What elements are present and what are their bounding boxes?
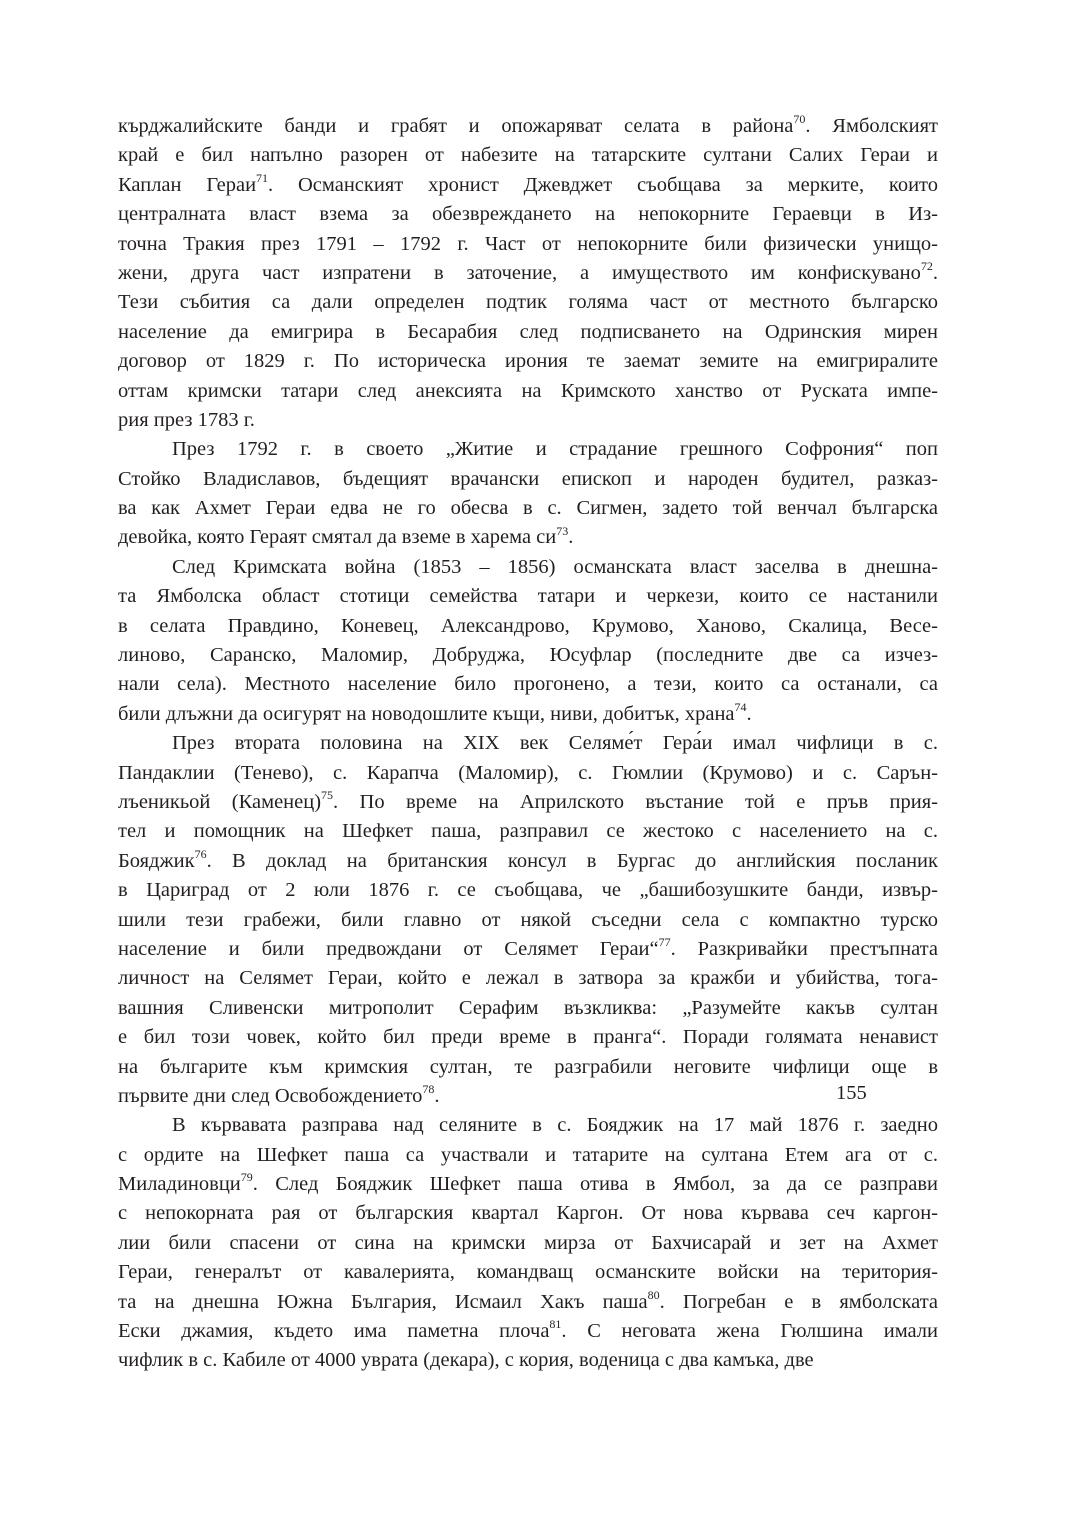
text-run: След Кримската война (1853 – 1856) османската власт заселва в днешна- [172,555,938,578]
text-run: та Ямболска област стотици семейства татари и черкези, които се настанили [118,585,938,608]
text-line [118,259,938,288]
text-run: ва как Ахмет Гераи едва не го обесва в с. Сигмен, задето той венчал българска [118,497,938,520]
text-line [118,935,938,964]
text-run: . [434,1084,440,1107]
text-run: лъеникьой (Каменец) [118,790,322,813]
text-line [118,1317,938,1346]
text-run: е бил този човек, който бил преди време в пранга“. Поради голямата ненавист [118,1026,938,1049]
text-line [118,1053,938,1082]
text-line [118,759,938,788]
text-line [118,1199,938,1228]
text-run: жени, друга част изпратени в заточение, а имуществото им конфискувано [118,261,921,284]
paragraph [118,112,938,435]
text-line [118,582,938,611]
text-run: . Османският хронист Джевджет съобщава за мерките, които [268,173,938,196]
footnote-ref: 77 [658,935,671,950]
text-run: Миладиновци [118,1173,241,1196]
text-run: с непокорната рая от българския квартал Каргон. От нова кървава сеч каргон- [118,1202,938,1225]
text-line [118,876,938,905]
text-line [118,465,938,494]
text-run: През 1792 г. в своето „Житие и страдание грешного Софрония“ поп [172,438,938,461]
text-run: През втората половина на XIX век Селяме́т Гера́и имал чифлици в с. [172,732,938,755]
text-run: . [932,261,938,284]
text-line [118,1170,938,1199]
paragraph [118,1111,938,1376]
text-line [118,994,938,1023]
text-line [118,553,938,582]
text-line [118,1258,938,1287]
text-line [118,200,938,229]
text-run: с ордите на Шефкет паша са участвали и татарите на султана Етем ага от с. [118,1143,938,1166]
footnote-ref: 79 [240,1170,253,1185]
text-run: та на днешна Южна България, Исмаил Хакъ паша [118,1290,648,1313]
text-run: първите дни след Освобождението [118,1084,423,1107]
footnote-ref: 74 [734,699,747,714]
text-line [118,406,938,435]
paragraph [118,729,938,1111]
text-run: рия през 1783 г. [118,408,255,431]
footnote-ref: 71 [256,170,269,185]
text-run: шили тези грабежи, били главно от някой съседни села с компактно турско [118,908,938,931]
text-run: . След Бояджик Шефкет паша отива в Ямбол, за да се разправи [252,1173,938,1196]
text-run: . Погребан е в ямболската [659,1290,938,1313]
footnote-ref: 78 [422,1082,435,1097]
text-run: . В доклад на британския консул в Бургас до английския посланик [206,849,938,872]
text-run: Ески джамия, където има паметна плоча [118,1320,550,1343]
text-run: население да емигрира в Бесарабия след подписването на Одринския мирен [118,320,938,343]
text-run: вашния Сливенски митрополит Серафим възкликва: „Разумейте какъв султан [118,996,938,1019]
text-line [118,700,938,729]
text-run: лии били спасени от сина на кримски мирза от Бахчисарай и зет на Ахмет [118,1231,938,1254]
text-line [118,1229,938,1258]
text-run: централната власт взема за обезвреждането на непокорните Гераевци в Из- [118,203,938,226]
footnote-ref: 73 [556,523,569,538]
text-line [118,641,938,670]
text-run: били длъжни да осигурят на новодошлите къщи, ниви, добитък, храна [118,702,735,725]
text-run: . [746,702,752,725]
text-line [118,523,938,552]
text-run: . По време на Априлското въстание той е пръв прия- [333,790,939,813]
text-line [118,729,938,758]
text-line [118,847,938,876]
text-line [118,318,938,347]
text-line [118,788,938,817]
footnote-ref: 81 [549,1317,562,1332]
text-line [118,670,938,699]
text-run: в Цариград от 2 юли 1876 г. се съобщава, че „башибозушките банди, извър- [118,879,938,902]
text-line [118,964,938,993]
text-run: точна Тракия през 1791 – 1792 г. Част от непокорните били физически унищо- [118,232,938,255]
text-run: В кървавата разправа над селяните в с. Бояджик на 17 май 1876 г. заедно [172,1114,938,1137]
text-line [118,1141,938,1170]
text-run: . С неговата жена Гюлшина имали [561,1320,939,1343]
text-run: . Разкривайки престъпната [670,937,938,960]
text-line [118,1288,938,1317]
text-line [118,1023,938,1052]
text-line [118,1346,938,1375]
text-run: нали села). Местното население било прогонено, а тези, които са останали, са [118,673,938,696]
text-run: в селата Правдино, Коневец, Александрово, Крумово, Ханово, Скалица, Весе- [118,614,938,637]
text-line [118,906,938,935]
text-run: Гераи, генералът от кавалерията, командващ османските войски на територия- [118,1261,938,1284]
text-line [118,141,938,170]
text-run: население и били предвождани от Селямет Гераи“ [118,937,659,960]
text-run: чифлик в с. Кабиле от 4000 уврата (декара), с кория, воденица с два камъка, две [118,1349,814,1372]
footnote-ref: 80 [647,1287,660,1302]
text-line [118,377,938,406]
paragraph [118,553,938,729]
text-run: Стойко Владиславов, бъдещият врачански епископ и народен будител, разказ- [118,467,938,490]
page-number: 155 [836,1082,867,1104]
text-line [118,347,938,376]
text-run: Пандаклии (Тенево), с. Карапча (Маломир), с. Гюмлии (Крумово) и с. Сарън- [118,761,938,784]
footnote-ref: 70 [793,112,806,127]
footnote-ref: 76 [194,846,207,861]
body-text [118,112,938,1376]
text-run: тел и помощник на Шефкет паша, разправил се жестоко с населението на с. [118,820,938,843]
footnote-ref: 75 [321,788,334,803]
text-run: личност на Селямет Гераи, който е лежал в затвора за кражби и убийства, тога- [118,967,938,990]
text-run: линово, Саранско, Маломир, Добруджа, Юсуфлар (последните две са изчез- [118,644,938,667]
text-run: договор от 1829 г. По историческа ирония те заемат земите на емигриралите [118,350,938,373]
text-run: . [568,526,574,549]
paragraph [118,435,938,553]
text-line [118,230,938,259]
text-run: край е бил напълно разорен от набезите на татарските султани Салих Гераи и [118,144,938,167]
text-line [118,171,938,200]
text-run: Бояджик [118,849,195,872]
text-run: Каплан Гераи [118,173,257,196]
text-run: на българите към кримския султан, те разграбили неговите чифлици още в [118,1055,938,1078]
text-line [118,112,938,141]
text-line [118,612,938,641]
text-line [118,435,938,464]
footnote-ref: 72 [920,259,933,274]
text-run: . Ямболският [805,115,938,137]
text-line [118,817,938,846]
text-run: кърджалийските банди и грабят и опожаряват селата в района [118,115,794,137]
text-line [118,288,938,317]
text-run: девойка, която Гераят смятал да вземе в харема си [118,526,557,549]
text-run: оттам кримски татари след анексията на Кримското ханство от Руската импе- [118,379,938,402]
text-run: Тези събития са дали определен подтик голяма част от местното българско [118,291,938,314]
text-line [118,494,938,523]
text-line [118,1082,938,1111]
text-line [118,1111,938,1140]
